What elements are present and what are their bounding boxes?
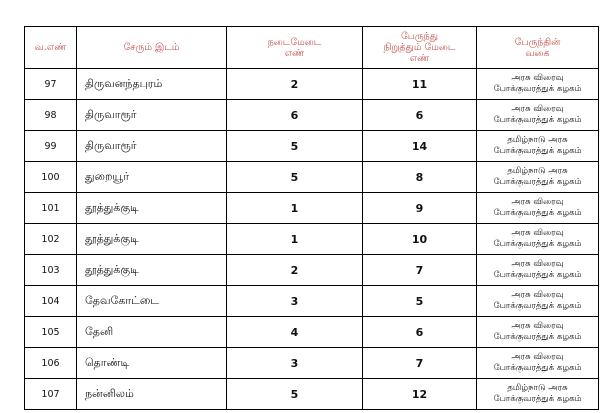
- header-row: [25, 27, 599, 69]
- row-bus-stand: 5: [363, 286, 477, 317]
- row-sno: 104: [25, 286, 77, 317]
- row-bus-type: [477, 100, 599, 131]
- header-platform: [227, 27, 363, 69]
- header-bus-stand: [363, 27, 477, 69]
- row-bus-type: [477, 286, 599, 317]
- row-bus-stand: 6: [363, 317, 477, 348]
- row-destination: திருவனந்தபுரம்: [77, 69, 227, 100]
- row-bus-type-line: அரசு விரைவு: [511, 197, 564, 207]
- row-platform: 3: [227, 286, 363, 317]
- row-bus-type: [477, 162, 599, 193]
- row-platform: 5: [227, 131, 363, 162]
- table-row: [25, 224, 599, 255]
- row-bus-type-line: போக்குவரத்துக் கழகம்: [493, 146, 582, 156]
- row-bus-type-line: போக்குவரத்துக் கழகம்: [493, 363, 582, 373]
- row-bus-type: [477, 224, 599, 255]
- row-bus-type-line: போக்குவரத்துக் கழகம்: [493, 84, 582, 94]
- row-bus-type-line: போக்குவரத்துக் கழகம்: [493, 270, 582, 280]
- table-row: [25, 255, 599, 286]
- row-bus-type-line: போக்குவரத்துக் கழகம்: [493, 115, 582, 125]
- table-header: [25, 27, 599, 69]
- header-bus-stand-line: பேருந்து: [401, 31, 438, 42]
- row-bus-stand: 8: [363, 162, 477, 193]
- row-bus-type: [477, 131, 599, 162]
- row-platform: 5: [227, 162, 363, 193]
- row-bus-type-line: அரசு விரைவு: [511, 104, 564, 114]
- header-platform-line: நடைமேடை: [267, 36, 322, 48]
- row-platform: 5: [227, 379, 363, 410]
- row-sno: 99: [25, 131, 77, 162]
- row-bus-type-line: அரசு விரைவு: [511, 321, 564, 331]
- header-platform-line: எண்: [284, 47, 305, 59]
- row-bus-type-line: தமிழ்நாடு அரசு: [507, 383, 568, 393]
- header-bus-stand-line: நிறுத்தும் மேடை: [383, 42, 456, 53]
- table-row: [25, 317, 599, 348]
- row-destination: திருவாரூர்: [77, 100, 227, 131]
- row-platform: 1: [227, 193, 363, 224]
- row-sno: 98: [25, 100, 77, 131]
- row-bus-stand: 7: [363, 348, 477, 379]
- row-bus-stand: 6: [363, 100, 477, 131]
- row-bus-type: [477, 193, 599, 224]
- row-bus-type-line: தமிழ்நாடு அரசு: [507, 166, 568, 176]
- row-platform: 2: [227, 255, 363, 286]
- row-bus-stand: 9: [363, 193, 477, 224]
- row-platform: 6: [227, 100, 363, 131]
- row-sno: 101: [25, 193, 77, 224]
- row-bus-type-line: போக்குவரத்துக் கழகம்: [493, 394, 582, 404]
- row-bus-stand: 11: [363, 69, 477, 100]
- row-bus-type: [477, 379, 599, 410]
- row-bus-stand: 12: [363, 379, 477, 410]
- row-platform: 1: [227, 224, 363, 255]
- row-destination: தூத்துக்குடி: [77, 255, 227, 286]
- row-sno: 97: [25, 69, 77, 100]
- row-bus-type-line: அரசு விரைவு: [511, 228, 564, 238]
- table-row: [25, 131, 599, 162]
- row-bus-stand: 7: [363, 255, 477, 286]
- row-bus-type-line: போக்குவரத்துக் கழகம்: [493, 301, 582, 311]
- row-destination: தூத்துக்குடி: [77, 224, 227, 255]
- bus-schedule-table: [24, 26, 599, 410]
- row-bus-type-line: அரசு விரைவு: [511, 259, 564, 269]
- row-destination: தூத்துக்குடி: [77, 193, 227, 224]
- row-bus-type: [477, 317, 599, 348]
- row-bus-type-line: போக்குவரத்துக் கழகம்: [493, 332, 582, 342]
- row-sno: 107: [25, 379, 77, 410]
- row-platform: 4: [227, 317, 363, 348]
- row-platform: 2: [227, 69, 363, 100]
- row-destination: திருவாரூர்: [77, 131, 227, 162]
- table-row: [25, 100, 599, 131]
- row-bus-type: [477, 348, 599, 379]
- row-destination: தேனி: [77, 317, 227, 348]
- row-bus-type-line: போக்குவரத்துக் கழகம்: [493, 177, 582, 187]
- row-bus-type: [477, 69, 599, 100]
- header-destination: சேரும் இடம்: [77, 27, 227, 69]
- row-bus-stand: 10: [363, 224, 477, 255]
- row-bus-type: [477, 255, 599, 286]
- table-row: [25, 193, 599, 224]
- row-bus-stand: 14: [363, 131, 477, 162]
- row-bus-type-line: அரசு விரைவு: [511, 290, 564, 300]
- table-row: [25, 379, 599, 410]
- header-bus-stand-line: எண்: [409, 53, 430, 64]
- row-sno: 102: [25, 224, 77, 255]
- row-destination: நன்னிலம்: [77, 379, 227, 410]
- header-bus-type-line: பேருந்தின்: [514, 36, 561, 48]
- row-bus-type-line: அரசு விரைவு: [511, 352, 564, 362]
- row-bus-type-line: தமிழ்நாடு அரசு: [507, 135, 568, 145]
- row-sno: 106: [25, 348, 77, 379]
- header-bus-type-line: வகை: [525, 47, 550, 59]
- row-bus-type-line: அரசு விரைவு: [511, 73, 564, 83]
- table-row: [25, 162, 599, 193]
- header-bus-type: [477, 27, 599, 69]
- row-sno: 103: [25, 255, 77, 286]
- row-destination: துறையூர்: [77, 162, 227, 193]
- row-platform: 3: [227, 348, 363, 379]
- row-bus-type-line: போக்குவரத்துக் கழகம்: [493, 239, 582, 249]
- row-destination: தொண்டி: [77, 348, 227, 379]
- row-sno: 100: [25, 162, 77, 193]
- row-sno: 105: [25, 317, 77, 348]
- table-body: [25, 69, 599, 410]
- table-row: [25, 69, 599, 100]
- table-row: [25, 348, 599, 379]
- row-bus-type-line: போக்குவரத்துக் கழகம்: [493, 208, 582, 218]
- table-row: [25, 286, 599, 317]
- row-destination: தேவகோட்டை: [77, 286, 227, 317]
- header-sno: வ.எண்: [25, 27, 77, 69]
